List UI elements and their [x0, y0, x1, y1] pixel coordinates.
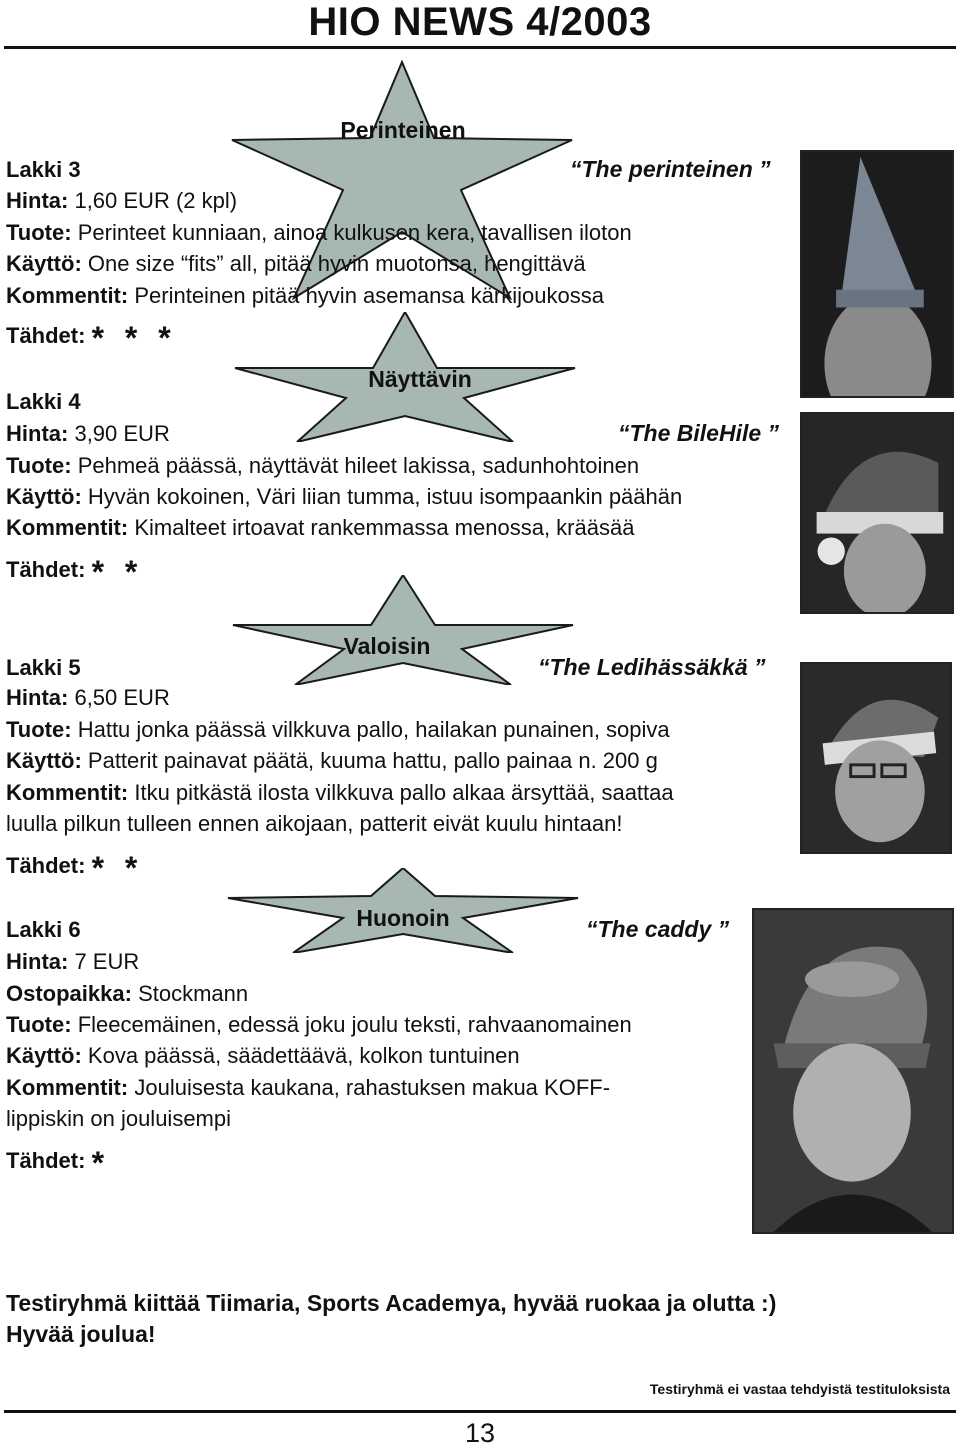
hat-comment-cont: luulla pilkun tulleen ennen aikojaan, patterit eivät kuulu hintaan!	[6, 811, 623, 836]
hat-comment: Kommentit: Itku pitkästä ilosta vilkkuva pallo alkaa ärsyttää, saattaa	[6, 780, 674, 805]
hat-product: Tuote: Fleecemäinen, edessä joku joulu teksti, rahvaanomainen	[6, 1012, 632, 1037]
hat-usage: Käyttö: One size “fits” all, pitää hyvin muotonsa, hengittävä	[6, 251, 586, 276]
hat-photo	[800, 412, 954, 614]
hat-photo	[800, 662, 952, 854]
hat-product: Tuote: Hattu jonka päässä vilkkuva pallo, hailakan punainen, sopiva	[6, 717, 670, 742]
hat-comment: Kommentit: Jouluisesta kaukana, rahastuksen makua KOFF-	[6, 1075, 611, 1100]
hat-price: Hinta: 7 EUR	[6, 949, 140, 974]
hat-product: Tuote: Pehmeä päässä, näyttävät hileet lakissa, sadunhohtoinen	[6, 453, 640, 478]
hat-nickname: “The caddy ”	[586, 916, 730, 942]
hat-photo	[800, 150, 954, 398]
hat-rating: Tähdet: * * *	[6, 320, 177, 356]
hat-title: Lakki 5	[6, 655, 81, 680]
badge-label: Näyttävin	[368, 366, 472, 392]
hat-title: Lakki 3	[6, 157, 81, 182]
star-badge-icon	[228, 575, 578, 685]
header-rule	[4, 46, 956, 49]
hat-shop: Ostopaikka: Stockmann	[6, 981, 249, 1006]
hat-title: Lakki 6	[6, 917, 81, 942]
footer-rule	[4, 1410, 956, 1413]
hat-price: Hinta: 3,90 EUR	[6, 421, 170, 446]
hat-rating: Tähdet: *	[6, 1145, 111, 1181]
hat-comment: Kommentit: Perinteinen pitää hyvin asemansa kärkijoukossa	[6, 283, 604, 308]
badge-label: Huonoin	[356, 905, 450, 931]
hat-usage: Käyttö: Hyvän kokoinen, Väri liian tumma, istuu isompaankin päähän	[6, 484, 683, 509]
hat-nickname: “The Ledihässäkkä ”	[538, 654, 766, 680]
hat-comment-cont: lippiskin on jouluisempi	[6, 1106, 232, 1131]
hat-price: Hinta: 1,60 EUR (2 kpl)	[6, 188, 238, 213]
badge-label: Perinteinen	[340, 117, 466, 143]
disclaimer: Testiryhmä ei vastaa tehdyistä testituloksista	[649, 1381, 950, 1397]
badge-label: Valoisin	[343, 633, 431, 659]
hat-usage: Käyttö: Kova päässä, säädettäävä, kolkon tuntuinen	[6, 1043, 520, 1068]
hat-product: Tuote: Perinteet kunniaan, ainoa kulkusen kera, tavallisen iloton	[6, 220, 632, 245]
page-title: HIO NEWS 4/2003	[308, 0, 652, 44]
greeting-line: Hyvää joulua!	[6, 1321, 156, 1347]
hat-price: Hinta: 6,50 EUR	[6, 685, 170, 710]
hat-nickname: “The BileHile ”	[618, 420, 780, 446]
hat-comment: Kommentit: Kimalteet irtoavat rankemmassa menossa, krääsää	[6, 515, 635, 540]
hat-nickname: “The perinteinen ”	[570, 156, 771, 182]
hat-usage: Käyttö: Patterit painavat päätä, kuuma hattu, pallo painaa n. 200 g	[6, 748, 658, 773]
hat-rating: Tähdet: * *	[6, 850, 144, 886]
hat-title: Lakki 4	[6, 389, 81, 414]
hat-photo	[752, 908, 954, 1234]
hat-rating: Tähdet: * *	[6, 554, 144, 590]
page-number: 13	[464, 1418, 496, 1448]
thanks-line: Testiryhmä kiittää Tiimaria, Sports Academya, hyvää ruokaa ja olutta :)	[6, 1290, 777, 1316]
